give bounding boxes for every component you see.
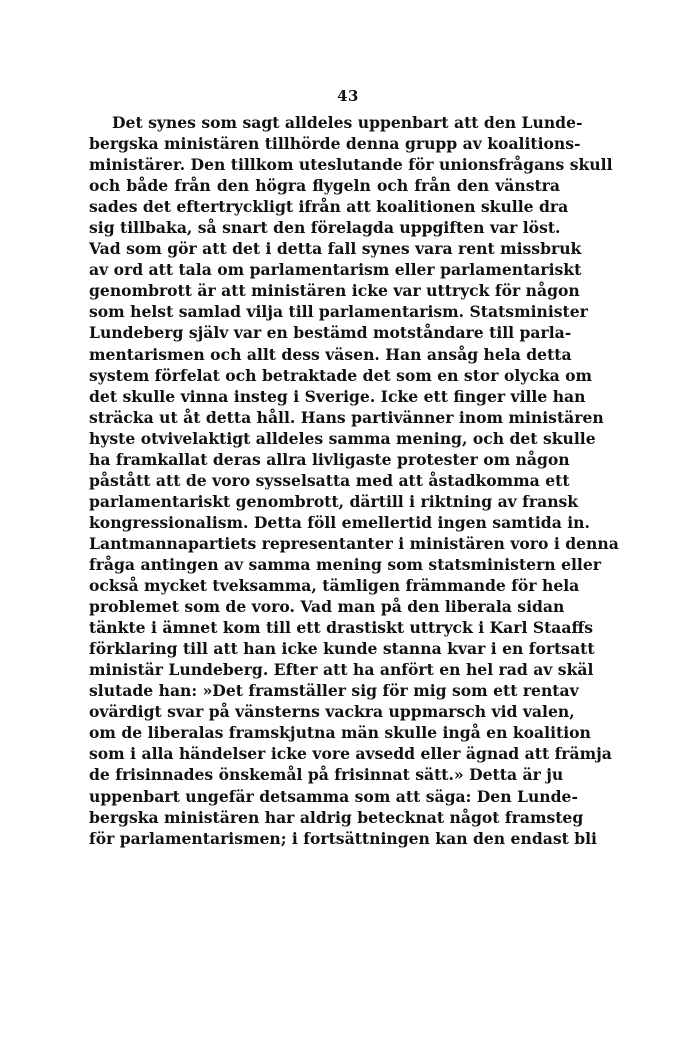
text-line: parlamentariskt genombrott, därtill i riktning av fransk [89,491,579,511]
text-line: Lundeberg själv var en bestämd motståndare till parla- [89,323,572,343]
text-line: om de liberalas framskjutna män skulle ingå en koalition [89,723,591,743]
text-line: sades det eftertryckligt ifrån att koalitionen skulle dra [89,197,569,217]
text-line: ovärdigt svar på vänsterns vackra uppmarsch vid valen, [89,702,575,722]
text-line: som i alla händelser icke vore avsedd eller ägnad att främja [89,744,612,764]
text-line: ministär Lundeberg. Efter att ha anfört en hel rad av skäl [89,660,594,680]
text-line: sträcka ut åt detta håll. Hans partivänner inom ministären [89,407,604,427]
page-number: 43 [337,87,359,105]
text-line: slutade han: »Det framställer sig för mig som ett rentav [89,681,579,701]
text-line: fråga antingen av samma mening som statsministern eller [89,554,601,574]
text-line: Lantmannapartiets representanter i ministären voro i denna [89,533,619,553]
text-line: bergska ministären har aldrig betecknat något framsteg [89,807,584,827]
text-line: tänkte i ämnet kom till ett drastiskt uttryck i Karl Staaffs [89,618,594,638]
text-line: Det synes som sagt alldeles uppenbart att den Lunde- [112,113,583,132]
text-line: det skulle vinna insteg i Sverige. Icke ett finger ville han [89,386,586,406]
text-line: ministärer. Den tillkom uteslutande för unionsfrågans skull [89,155,613,175]
text-line: genombrott är att ministären icke var uttryck för någon [89,281,580,301]
text-line: hyste otvivelaktigt alldeles samma mening, och det skulle [89,428,596,448]
text-line: som helst samlad vilja till parlamentarism. Statsminister [89,302,588,322]
text-line: sig tillbaka, så snart den förelagda uppgiften var löst. [89,218,561,238]
text-line: problemet som de voro. Vad man på den liberala sidan [89,597,565,617]
text-line: mentarismen och allt dess väsen. Han ansåg hela detta [89,344,572,364]
text-line: uppenbart ungefär detsamma som att säga: Den Lunde- [89,786,578,806]
text-line: system förfelat och betraktade det som en stor olycka om [89,365,593,385]
text-line: de frisinnades önskemål på frisinnat sätt.» Detta är ju [89,765,564,785]
text-line: Vad som gör att det i detta fall synes vara rent missbruk [89,239,582,259]
text-line: ha framkallat deras allra livligaste protester om någon [89,449,570,469]
text-line: kongressionalism. Detta föll emellertid ingen samtida in. [89,512,590,532]
text-line: bergska ministären tillhörde denna grupp av koalitions- [89,134,581,154]
text-line: och både från den högra flygeln och från den vänstra [89,176,560,196]
text-line: för parlamentarismen; i fortsättningen kan den endast bli [89,828,597,848]
text-line: förklaring till att han icke kunde stanna kvar i en fortsatt [89,639,595,659]
text-line: påstått att de voro sysselsatta med att åstadkomma ett [89,470,570,490]
text-line: av ord att tala om parlamentarism eller parlamentariskt [89,260,582,280]
body-text [89,112,619,849]
text-line: också mycket tveksamma, tämligen främmande för hela [89,576,580,596]
